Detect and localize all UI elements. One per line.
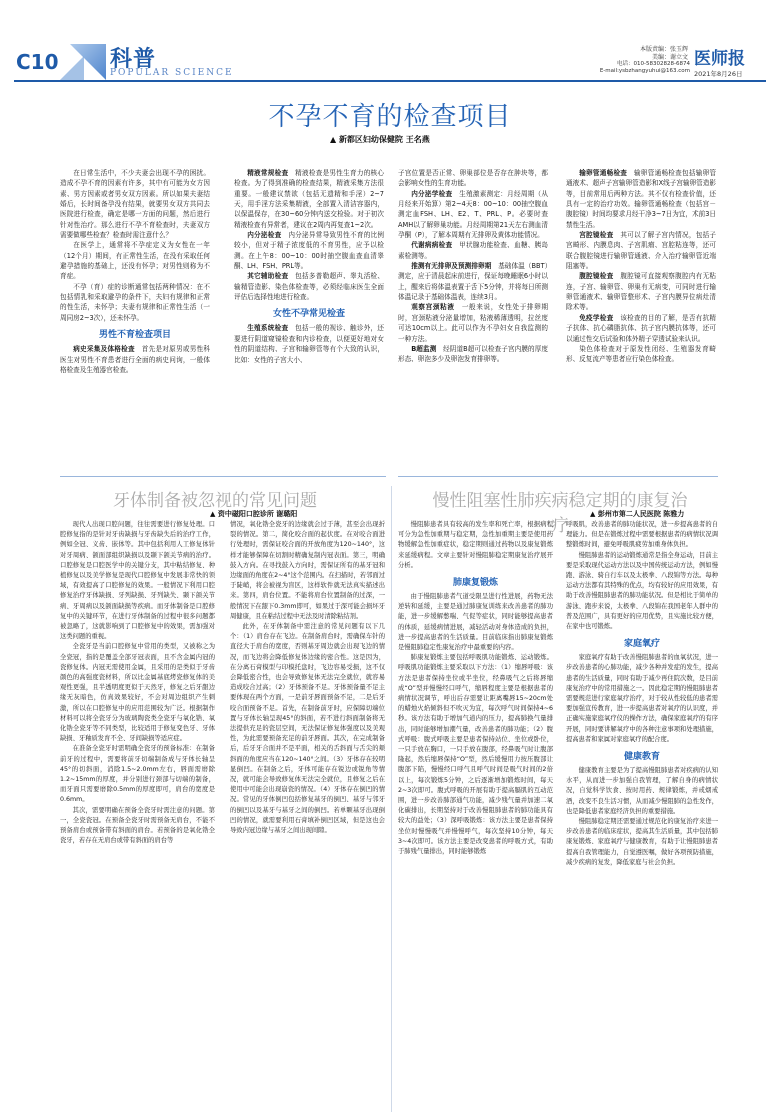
paragraph: 子宫位置是否正常、卵巢部位是否存在肿块等，都会影响女性的生育功能。: [398, 169, 548, 188]
article1-column-3: [398, 168, 548, 365]
paragraph-body: 内分泌异常导致男性不育的比例较小，但对于精子浓度低的不育男性，应予以检测。在上午8：00~10：00时抽空腹血查血清睾酮、LH、FSH、PRL等。: [234, 231, 385, 271]
section-divider: [60, 476, 386, 477]
lead-text: 代谢病病检查: [411, 241, 453, 250]
subheading-female: 女性不孕常见检查: [272, 309, 345, 320]
lead-text: 生殖系统检查: [247, 324, 289, 333]
article1-title: 不孕不育的检查项目: [268, 102, 512, 132]
paragraph: 在医学上，通常将不孕症定义为女性在一年（12个月）期间，有正常性生活，在没有采取任何避孕措施的基础上，还没有怀孕；对男性则称为不育症。: [60, 241, 210, 281]
paragraph: [398, 344, 548, 365]
paragraph-body: 一般来说，女性处于排卵期时，宫颈粘液分泌量增加，粘液稀薄透明，拉丝度可达10cm以上。此可以作为不孕妇女自我监测的一种方法。: [398, 303, 548, 343]
paragraph: 染色体检查对于原发性闭经、生殖器发育畸形、反复流产等患者应行染色体检查。: [566, 344, 716, 364]
lead-text: 精液常规检查: [247, 169, 289, 177]
paragraph-body: 首先是对原男或男性科医生对男性不育患者进行全面的病史问询，一般体格检查及生殖器官检查。: [60, 345, 211, 374]
paragraph: [566, 168, 716, 230]
paragraph-body: 基础体温（BBT）测定，应于清晨起床前进行，保证每晚睡眠6小时以上，醒来后将体温表置于舌下5分钟，并将每日所测体温记录于基础体温表，连续3月。: [398, 262, 548, 302]
article1-byline: ▲ 新都区妇幼保健院 王名燕: [330, 135, 430, 144]
paragraph: [234, 323, 384, 364]
article2-column-2: [230, 520, 385, 836]
lead-text: 推测有无排卵及预测排卵期: [411, 262, 492, 271]
lead-text: 免疫学检查: [579, 313, 614, 322]
newspaper-logo: 医师报: [694, 49, 745, 69]
paragraph: 家庭氧疗有助于改善慢阻肺患者的血氧状况，进一步改善患者的心肺功能，减少各种并发症的发生，提高患者的生活质量，同时有助于减少再住院次数，是目前康复治疗中的常用措施之一。因此稳定期的慢阻肺患者需要规范进行家庭氧疗治疗，对于较从性较低的患者需要加强宣传教育，进一步提高患者对氧疗的认识度，并正确实施家庭氧疗仪的操作方法，确保家庭氧疗的有序开展，同时要讲解氧疗中的各种注意事项和处理措施，提高患者和家属对家庭氧疗的配合度。: [566, 654, 718, 743]
article2-byline: ▲ 资中磁阳口腔诊所 谢璐阳: [210, 510, 298, 518]
paragraph: 现代人出现口腔问题，往往需要进行修复处理。口腔修复指的是针对牙齿缺损与牙齿缺失后的治疗工作，例如全冠、义齿、嵌体等。其中包括利用人工修复体针对牙周病、颌面部组织缺损以及颞下颌关节病的治疗。口腔修复是口腔医学中的关键分支，其中粘结修复、种植修复以及美学修复是现代口腔修复中发展非常快的领域，有效提高了口腔修复的效果。一般情况下利用口腔修复治疗牙体缺损、牙列缺损、牙列缺失、颞下颌关节病、牙周病以及颌面缺损等疾病。而牙体制备是口腔修复中的关键环节，在进行牙体制备的过程中很多问题都被忽略了，这就影响到了口腔修复中的效果，需加强对这类问题的重视。: [60, 521, 215, 641]
paragraph-body: 该检查的目的了解，是否有抗精子抗体、抗心磷脂抗体、抗子宫内膜抗体等，还可以通过性交后试验和体外精子穿透试验来认识。: [566, 313, 717, 343]
lead-text: 观察宫颈粘液: [411, 303, 455, 312]
editor: 本版责编：张玉辉: [639, 46, 688, 53]
paragraph: [234, 230, 384, 271]
section-title-english: POPULAR SCIENCE: [110, 68, 234, 78]
editor-info: [598, 46, 688, 61]
lead-text: 内分泌学检查: [411, 189, 453, 198]
paragraph: 此外，在牙体制备中需注意的常见问题有以下几个：（1）肩台存在飞边。在制备肩台时，需确保车针的直径大于肩台的宽度，否则基牙周边就会出现飞边的情况，而飞边将会降低修复体边缘的密合性。这是因为，在分离石膏模型与印模托盘时，飞边容易受损，这不仅会降低密合性，也会导致修复体无法完全就位，就容易造成咬合过高；（2）牙体预备不足。牙体预备量不足主要体现在两个方面，一是前牙唇面预备不足，二是后牙咬合面预备不足。首先，在制备前牙时，应保障切端位置与牙体长轴呈现45°的斜面，若不进行斜面制备将无法提供充足的瓷层空间，无法保证修复体强度以及美观性，为此需要预备充足的前牙唇面。其次，在完成制备后，后牙牙合面并不是平面，相关的舌斜面与舌尖的颊斜面的角度应当在120~140°之间。（3）牙体存在较明显倒凹。在制备之后，牙体可能存在锐边或锐角等情况，就可能会导致修复体无法完全就位，且修复之后在使用中可能会出现崩瓷的情况。（4）牙体存在倒凹的情况。常见的牙体倒凹包括修复基牙的倒凹、基牙与邻牙的倒凹以及基牙与基牙之间的倒凹。若单颗基牙出现倒凹的情况，就需要利用石膏填补倒凹区域，但是这也会导致内冠边缘与基牙之间出现间隙。: [230, 623, 385, 835]
paragraph: 肺康复锻炼主要包括呼吸肌功能锻炼、运动锻炼。呼吸肌功能锻炼主要采取以下方法：（1）缩唇呼吸：该方法是患者保持坐位或半坐位，经鼻吸气之后将唇缩成“O”型并慢慢经口呼气，缩唇程度主要是根据患者的病情状况调节，呼出后存需要让距离嘴唇15~20cm处的蜡烛火焰倾斜但不吹灭为宜，每次呼气时间保持4~6秒。该方法有助于增加气道内的压力，提高肺换气量排出，同时能够增加潮气量，改善患者的肺功能；（2）腹式呼吸：腹式呼吸主要是患者保持站位、坐位或卧位，一只手放在胸口，一只手放在腹部，经鼻吸气时让腹部隆起，然后缩唇保持“O”型，然后缓慢用力按压腹部让腹部下陷，慢慢经口呼气且呼气时间是吸气时间的2倍以上，每次锻炼5分钟，之后逐渐增加锻炼时间，每天2~3次即可。腹式呼吸的开展有助于提高膈肌的互动范围，进一步改善肺部通气功能，减少残气量并加速二氧化碳排出，长期坚持对于改善慢阻肺患者的肺功能具有较大的益处；（3）深呼吸锻炼：该方法主要是患者保持坐位时慢慢吸气并慢慢呼气，每次坚持10分钟，每天3~4次即可。该方法主要是改变患者的呼吸方式，有助于肺残气量排出，同时能够锻炼: [398, 654, 553, 856]
paragraph: [566, 271, 716, 312]
paragraph: 健康教育主要是为了提高慢阻肺患者对疾病的认知水平，从而进一步加强自我管理，了解自身的病情状况，自觉科学饮食、按时用药、规律锻炼，并戒烟戒酒，改变不良生活习惯，从而减少慢阻肺的急性发作，也是降低患者家庭经济负担的重要措施。: [566, 767, 718, 815]
paragraph: [566, 230, 716, 271]
subheading-male: 男性不育检查项目: [98, 330, 171, 341]
subheading-home-oxygen: 家庭氧疗: [623, 639, 660, 650]
section-divider: [398, 476, 718, 477]
paragraph: 其次，需要明确在预备全瓷牙时需注意的问题。第一，全瓷瓷冠。在预备全瓷牙时需预备无肩台，不能不预备肩台或预备带有斜面的肩台。若预备的是氧化锆全瓷牙，若存在无肩台或带有斜面的肩台等: [60, 806, 215, 845]
paragraph-body: 经阴道B超可以检查子宫内膜的厚度形态、卵泡多少及卵泡发育排卵等。: [398, 344, 548, 364]
paragraph: 全瓷牙是当前口腔修复中常用的类型，又被称之为全瓷冠，指的是覆盖全部牙冠表面，且不含金属内冠的瓷修复体。内冠无需使用金属，且采用的是类似于牙齿颜色的高强度瓷材料，所以比金属基底烤瓷修复体的美观性更强，且半透明度更似于天然牙，修复之后牙龈边缘无灰暗色，仿真效果较好，不会对周边组织产生刺激，所以在口腔修复中的应用范围较为广泛。根据制作材料可以将全瓷牙分为玻璃陶瓷类全瓷牙与氧化锆、氧化锆全瓷牙等不同类型，比较适用于修复变色牙、牙体缺损、牙釉质发育不全、牙间缺损等适应症。: [60, 643, 215, 743]
paragraph: 慢阻肺患者具有较高的发生率和死亡率，根据病程可分为急性加重期与稳定期，急性加重期主要是使用药物缓解急性加重症状，稳定期则通过药物以及康复锻炼来延缓病程。文章主要针对慢阻肺稳定期康复治疗展开分析。: [398, 521, 553, 569]
paragraph: 在日常生活中，不少夫妻会出现不孕的困扰。造成不孕不育的因素有许多，其中有可能为女方因素、男方因素或者男女双方因素。所以如果夫妻结婚后，长时间备孕没有结果，就要男女双方共同去医院进行检查，确定是哪一方面的问题，然后进行针对性治疗。那么进行不孕不育检查时，夫妻双方需要做哪些检查？检查时需注意什么？: [60, 169, 210, 240]
article3-byline: ▲ 彭州市第二人民医院 陈雅力: [590, 510, 685, 518]
paragraph: [234, 168, 384, 230]
article3-title: 慢性阻塞性肺疾病稳定期的康复治疗: [432, 491, 688, 536]
paragraph: 慢阻肺患者的运动锻炼通常是指全身运动，目前主要是采取现代运动方法以及中国传统运动方法，例如慢跑、游泳、骑自行车以及太极拳、八段锦等方法。每种运动方法都有其特殊的优点，均有较好的应用效果，有助于改善慢阻肺患者的肺功能状况。但是相比于简单的游泳、跑步来说，太极拳、八段锦在我国老年人群中的普及范围广，具有更好的应用优势，且实施比较方便，在家中也可锻炼。: [566, 551, 718, 631]
paragraph-body: 输卵管通畅检查包括输卵管通液术、超声子宫输卵管造影和X线子宫输卵管造影等，目前常用后两种方法。其不仅有检查价值，还具有一定的治疗功效。输卵管通畅检查（包括宫－腹腔镜）时间均要求月经干净3~7日为宜，术前3日禁性生活。: [566, 169, 717, 229]
article1-column-2: [234, 168, 384, 365]
paragraph: 不孕（育）症的诊断通常包括两种情况：在不包括情乳和采取避孕的条件下，夫妇有规律和正常的性生活，未怀孕；夫妻有规律和正常性生活（一周同房2~3次），还未怀孕。: [60, 282, 210, 322]
paragraph-body: 包括多普勒超声、睾丸活检、输精管造影、染色体检查等，必须经临床医生全面评估后选择性地进行检查。: [234, 272, 385, 302]
article1-column-1: [60, 168, 210, 375]
article2-column-1: [60, 520, 215, 847]
paragraph-body: 其可以了解子宫内情况，包括子宫畸形、内膜息肉、子宫肌瘤、宫腔粘连等，还可联合腹腔镜进行输卵管通液、介入治疗输卵管近端阻塞等。: [566, 231, 717, 271]
paragraph-body: 腹腔镜可直接观察腹腔内有无粘连，子宫、输卵管、卵巢有无病变，可同时进行输卵管通液术、输卵管整形术、子宫内膜异位病灶清除术等。: [566, 272, 717, 312]
paragraph: [398, 240, 548, 261]
header-decoration: [60, 56, 84, 80]
email: E-mail:ysbzhangyuhui@163.com: [599, 68, 690, 74]
article3-column-2: [566, 520, 718, 868]
paragraph: [398, 189, 548, 241]
issue-date: 2021年8月26日: [694, 70, 743, 78]
phone: 电话：010-58302828-6874: [617, 61, 690, 67]
lead-text: B超监测: [411, 344, 437, 353]
page-number: C10: [16, 50, 59, 74]
paragraph: [398, 302, 548, 343]
article2-title: 牙体制备被忽视的常见问题: [113, 491, 317, 511]
article1-column-4: [566, 168, 716, 365]
paragraph-body: 精液检查是男性生育力的核心检查。为了得到准确的检查结果，精液采集方法很重要。一般建议禁欲（包括无遗精和手淫）2~7天，用手淫方法采集精液，全部置入清洁容器内，以保温保存，在30~60分钟内送交检验。对于初次精液检查有异常者，建议在2周内再复查1~2次。: [234, 169, 385, 229]
column-divider: [391, 486, 392, 1112]
lead-text: 输卵管通畅检查: [579, 169, 628, 177]
paragraph: [234, 271, 384, 302]
paragraph: 在准备全瓷牙时需明确全瓷牙的预备标准：在制备前牙的过程中，需要将前牙切端制备成与牙体长轴呈45°的切斜面，消除1.5~2.0mm左右，唇面需磨除1.2~15mm的厚度，并分别进行颈部与切端的制备，而牙面只需要磨除0.5mm的厚度即可，肩台的宽度是0.6mm。: [60, 745, 215, 804]
lead-text: 内分泌检查: [247, 231, 282, 240]
header-rule: [14, 80, 766, 82]
lead-text: 腹腔镜检查: [579, 272, 614, 281]
paragraph: 情况，氧化锆全瓷牙的边缘就会过于薄，甚至会出现折裂的情况。第二，简化咬合面的起伏度。在对咬合面进行处理时，需保证咬合面的开放角度为120~140°，这样才能够保障在切割时精确复制内冠表面。第三，明确鼓入方向。在寻找鼓入方向时，需保证所有的基牙冠和边缘面的角度在2~4°这个范围内。在扫描时，若邻面过于陡峭，将会被视为盲区，这样软件就无法真实描述出来。第四，肩台位置。不能将肩台位置制备的过深，一般情况下在龈下0.3mm即可，如果过于深可能会损坏牙周健康，且在粘结过程中无法及时清除粘结剂。: [230, 521, 385, 620]
contact-info: [566, 61, 690, 75]
paragraph: 由于慢阻肺患者气道受限呈进行性进展，药物无法逆转和延缓，主要是通过肺康复训练来改善患者的肺功能，进一步缓解憋喘、气促等症状，同时能够提高患者的体质，延缓病情进展，减轻活动对身体造成的负担，进一步提高患者的生活质量。目前临床指出肺康复锻炼是慢阻肺稳定性康复治疗中最重要的内容。: [398, 593, 553, 652]
subheading-pulmonary-rehab: 肺康复锻炼: [452, 578, 498, 589]
lead-text: 其它辅助检查: [247, 272, 289, 281]
article3-column-1: [398, 520, 553, 857]
lead-text: 病史采集及体格检查: [73, 345, 135, 354]
subheading-health-education: 健康教育: [623, 752, 660, 763]
paragraph-body: 包括一般的视诊、触诊外，还要进行阴道窥镜检查和内诊检查，以便更好地对女性的阴道结构、子宫和输卵管等有个大致的认识，比如：女性的子宫大小、: [234, 324, 385, 364]
lead-text: 宫腔镜检查: [579, 231, 614, 240]
paragraph-body: 生殖激素测定：月经周期（从月经来开始算）第2~4天8：00~10：00抽空腹血测定血FSH、LH、E2、T、PRL、P。必要时查AMH以了解卵巢功能。月经周期第21天左右测血清孕酮（P），了解本周期有无排卵及黄体功能情况。: [398, 189, 549, 240]
paragraph: [566, 313, 716, 344]
paragraph: [60, 344, 210, 375]
designer: 美编：谢立文: [651, 53, 688, 61]
paragraph-body: 甲状腺功能检查、血糖、胰岛素检测等。: [398, 241, 549, 260]
paragraph: [398, 261, 548, 302]
paragraph: 呼吸肌，改善患者的肺功能状况，进一步提高患者的自理能力。但是在锻炼过程中需要根据患者的病情状况调整锻炼时间，避免呼吸肌疲劳加重身体负担。: [566, 521, 718, 549]
paragraph: 慢阻肺稳定期还需要通过规范化的康复治疗来进一步改善患者的临床症状，提高其生活质量，其中包括肺康复锻炼、家庭氧疗与健康教育，有助于让慢阻肺患者提高自我管理能力，自觉遵医嘱，做好各项预防措施，减少疾病的复发，降低家庭与社会负担。: [566, 818, 718, 866]
section-title: 科普: [110, 47, 157, 72]
